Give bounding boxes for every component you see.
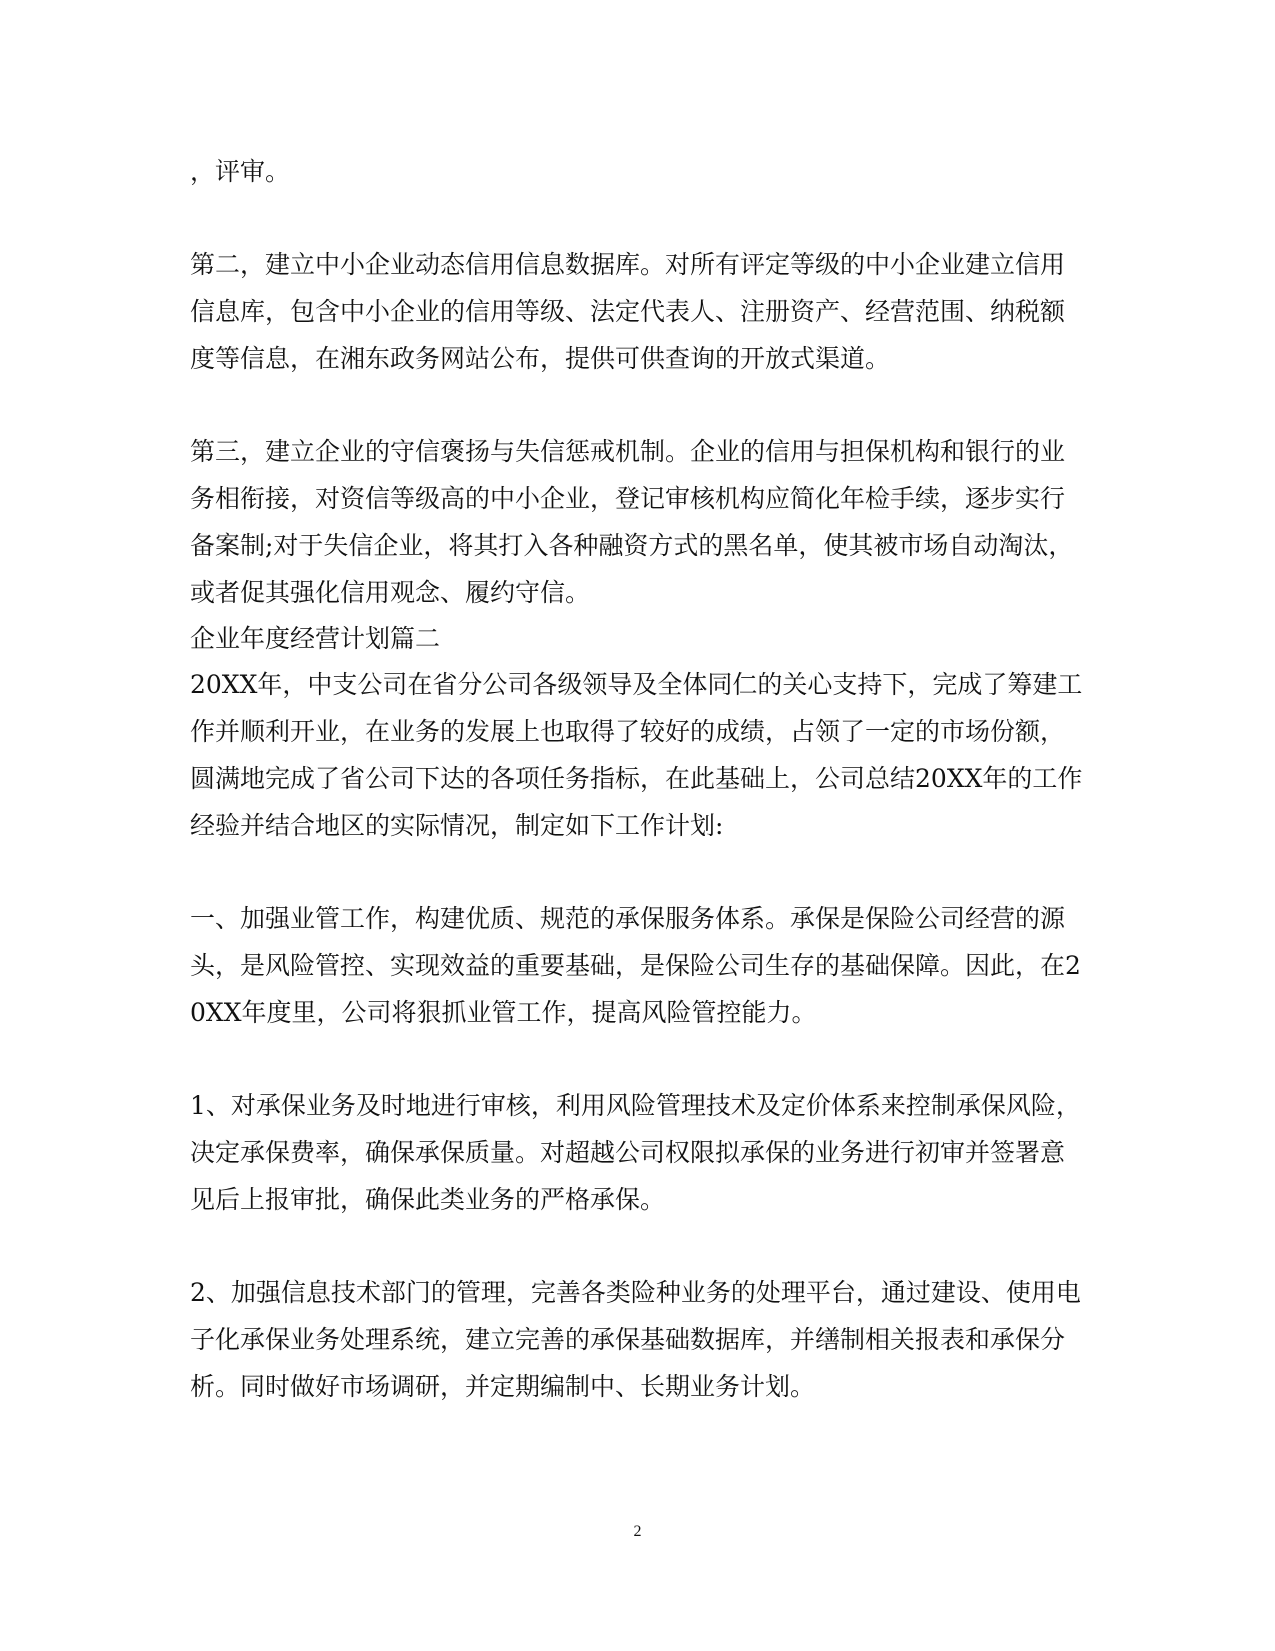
text-line: 0XX年度里，公司将狠抓业管工作，提高风险管控能力。: [190, 998, 817, 1027]
text-line: 圆满地完成了省公司下达的各项任务指标，在此基础上，公司总结20XX年的工作: [190, 764, 1083, 793]
text-line: 度等信息，在湘东政务网站公布，提供可供查询的开放式渠道。: [190, 344, 891, 373]
text-line: 1、对承保业务及时地进行审核，利用风险管理技术及定价体系来控制承保风险，: [190, 1091, 1081, 1120]
text-line: 析。同时做好市场调研，并定期编制中、长期业务计划。: [190, 1372, 816, 1401]
text-line: 备案制;对于失信企业，将其打入各种融资方式的黑名单，使其被市场自动淘汰，: [190, 531, 1074, 560]
text-line: 经验并结合地区的实际情况，制定如下工作计划:: [190, 811, 724, 840]
text-line: 见后上报审批，确保此类业务的严格承保。: [190, 1185, 666, 1214]
text-line: 第三，建立企业的守信褒扬与失信惩戒机制。企业的信用与担保机构和银行的业: [190, 437, 1066, 466]
text-line: 子化承保业务处理系统，建立完善的承保基础数据库，并缮制相关报表和承保分: [190, 1325, 1066, 1354]
text-line: 一、加强业管工作，构建优质、规范的承保服务体系。承保是保险公司经营的源: [190, 904, 1066, 933]
section-heading: 企业年度经营计划篇二: [190, 624, 441, 653]
text-line: ，评审。: [190, 157, 291, 186]
text-line: 务相衔接，对资信等级高的中小企业，登记审核机构应简化年检手续，逐步实行: [190, 484, 1066, 513]
text-line: 第二，建立中小企业动态信用信息数据库。对所有评定等级的中小企业建立信用: [190, 250, 1066, 279]
text-line: 信息库，包含中小企业的信用等级、法定代表人、注册资产、经营范围、纳税额: [190, 297, 1066, 326]
text-line: 2、加强信息技术部门的管理，完善各类险种业务的处理平台，通过建设、使用电: [190, 1278, 1081, 1307]
text-line: 决定承保费率，确保承保质量。对超越公司权限拟承保的业务进行初审并签署意: [190, 1138, 1066, 1167]
text-line: 或者促其强化信用观念、履约守信。: [190, 578, 591, 607]
text-line: 20XX年，中支公司在省分公司各级领导及全体同仁的关心支持下，完成了筹建工: [190, 670, 1083, 699]
text-line: 头，是风险管控、实现效益的重要基础，是保险公司生存的基础保障。因此，在2: [190, 951, 1081, 980]
text-line: 作并顺利开业，在业务的发展上也取得了较好的成绩，占领了一定的市场份额，: [190, 717, 1066, 746]
page-number: 2: [633, 1523, 642, 1540]
